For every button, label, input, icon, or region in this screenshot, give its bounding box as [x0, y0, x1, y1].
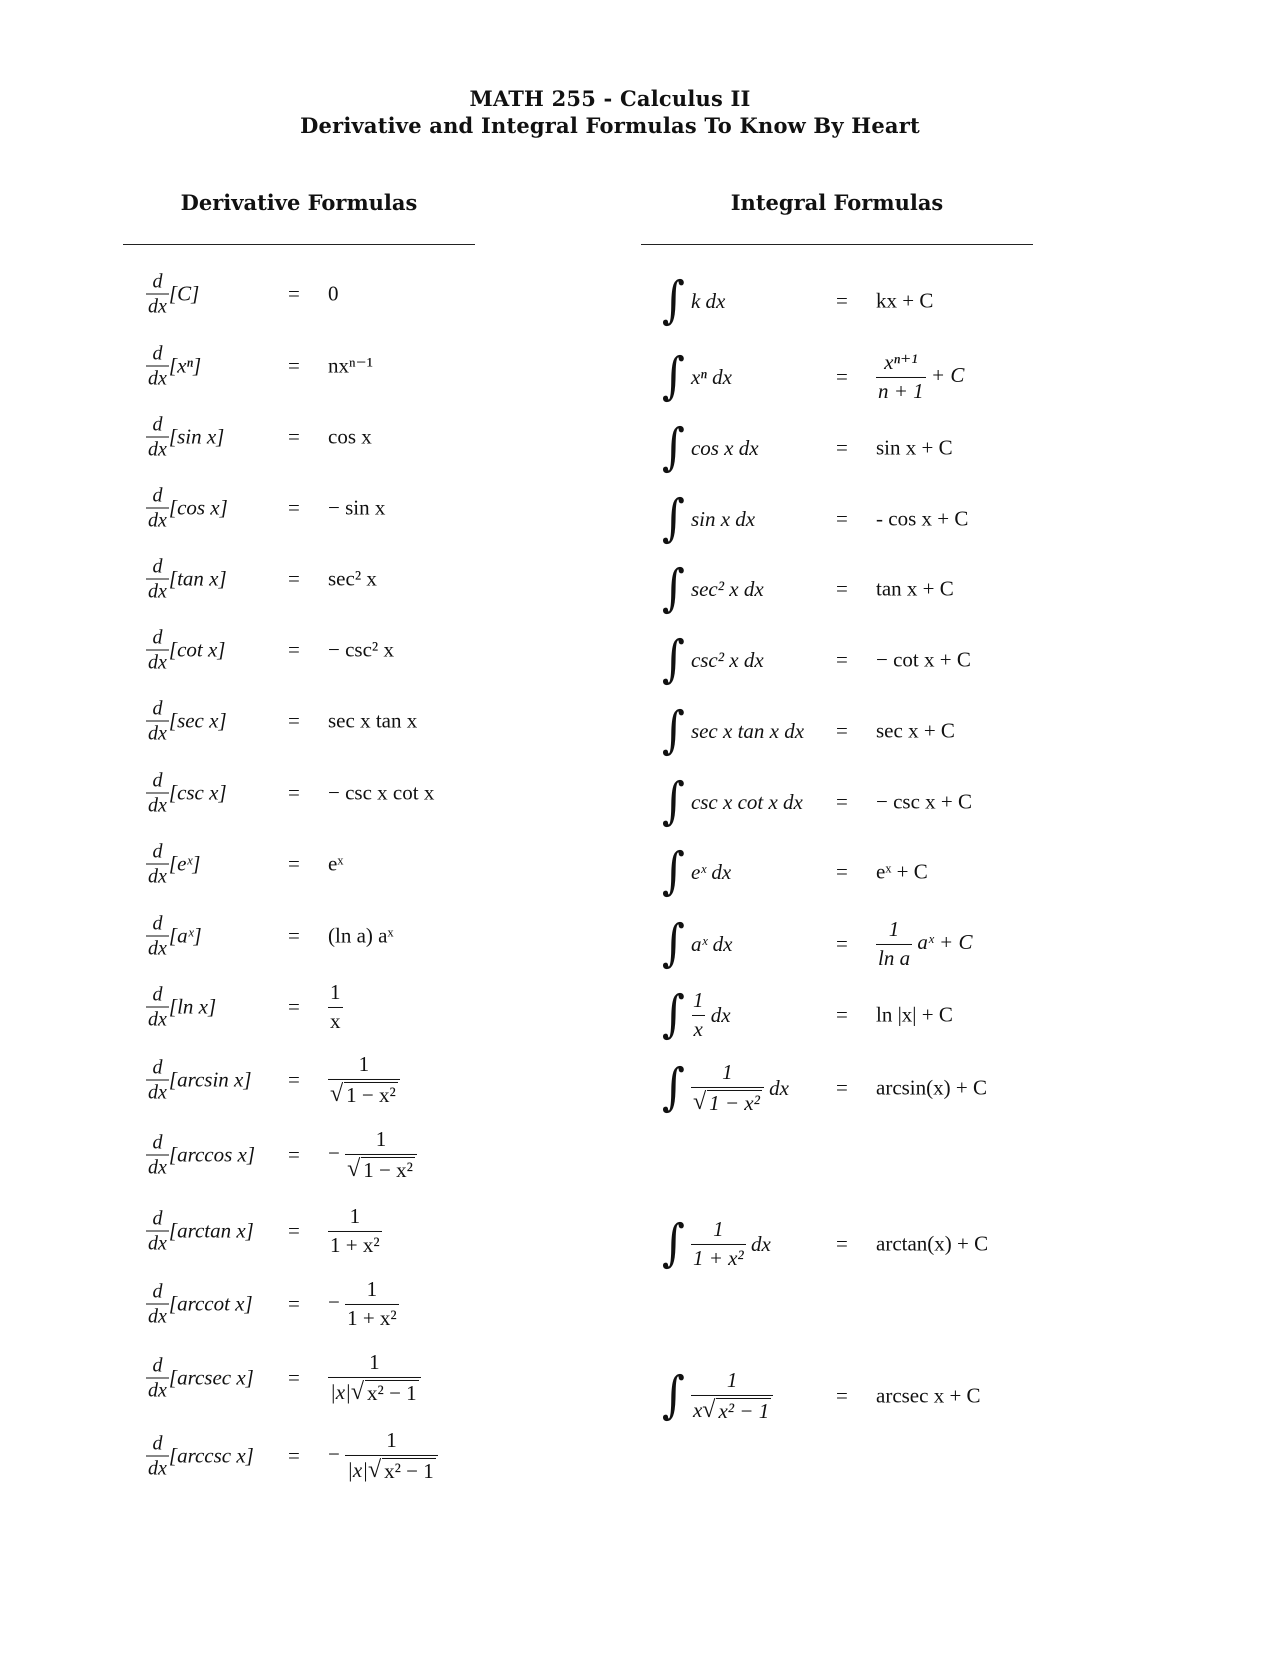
dx-denominator: dx [148, 1457, 167, 1480]
equals-sign: = [836, 859, 848, 884]
d-numerator: d [152, 342, 163, 365]
equals-sign: = [836, 435, 848, 460]
derivative-row [0, 1050, 560, 1110]
derivative-result: nxⁿ⁻¹ [328, 353, 373, 378]
equals-sign: = [288, 424, 300, 449]
dx-denominator: dx [148, 1156, 167, 1179]
dx-denominator: dx [148, 937, 167, 960]
integrand-denominator [691, 1087, 764, 1116]
derivative-result-fraction [328, 1205, 382, 1257]
integral-lhs [662, 489, 756, 548]
integrand-numerator: 1 [692, 987, 704, 1012]
derivative-result-sqrt [368, 1458, 436, 1484]
integral-result-numerator: xⁿ⁺¹ [884, 349, 918, 374]
integral-sign: ∫ [662, 1214, 685, 1273]
equals-sign: = [288, 637, 300, 662]
derivative-function: [arccot x] [168, 1291, 253, 1316]
integral-result: arcsec x + C [876, 1383, 981, 1408]
derivative-row [0, 478, 560, 538]
derivative-result-sqrt [347, 1157, 415, 1183]
result-sign: − [328, 1140, 346, 1165]
derivative-function: [arccos x] [168, 1142, 256, 1167]
d-numerator: d [152, 413, 163, 436]
derivative-result-sqrt [330, 1082, 398, 1108]
derivative-lhs [146, 1208, 254, 1255]
derivative-result-numerator: 1 [366, 1276, 378, 1301]
integral-lhs [662, 842, 732, 901]
derivative-row [0, 549, 560, 609]
integral-result: − csc x + C [876, 789, 973, 814]
result-sign: − [328, 1289, 346, 1314]
derivative-result-sqrt [351, 1380, 419, 1406]
d-dx-operator [146, 913, 169, 960]
integrand: eˣ dx [690, 859, 732, 884]
integral-result: sec x + C [876, 718, 955, 743]
derivative-result-denominator [345, 1455, 438, 1484]
integral-result-fraction [876, 918, 912, 970]
derivative-row [0, 977, 560, 1037]
equals-sign: = [288, 1443, 300, 1468]
equals-sign: = [836, 789, 848, 814]
derivative-row [0, 407, 560, 467]
derivative-lhs [146, 1132, 255, 1179]
integrand: csc² x dx [690, 647, 764, 672]
integral-rule [641, 244, 1033, 245]
derivative-row [0, 1201, 560, 1261]
derivative-result: eˣ [328, 851, 344, 876]
integrand-differential: dx [763, 1075, 789, 1100]
dx-denominator: dx [148, 865, 167, 888]
derivative-function: [sec x] [168, 708, 227, 733]
equals-sign: = [288, 281, 300, 306]
integral-sign: ∫ [662, 418, 685, 477]
derivative-row [0, 834, 560, 894]
integrand-denominator [691, 1395, 773, 1424]
integrand-differential: dx [745, 1231, 771, 1256]
d-numerator: d [152, 484, 163, 507]
integral-lhs [662, 418, 759, 477]
integrand: sec x tan x dx [690, 718, 805, 743]
dx-denominator: dx [148, 367, 167, 390]
derivative-result [328, 1278, 399, 1330]
integral-sign: ∫ [662, 271, 685, 330]
derivative-result-denominator [328, 1079, 400, 1108]
equals-sign: = [288, 1365, 300, 1390]
derivative-result-denominator-prefix: |x| [330, 1379, 351, 1404]
derivative-result [328, 1128, 417, 1182]
dx-denominator: dx [148, 295, 167, 318]
derivative-function: [C] [168, 281, 200, 306]
integral-row [600, 347, 1240, 407]
integrand: sec² x dx [690, 576, 764, 601]
integrand: sin x dx [690, 506, 756, 531]
equals-sign: = [836, 506, 848, 531]
integral-result [876, 918, 972, 970]
sqrt-symbol: √ [367, 1456, 382, 1483]
d-dx-operator [146, 1208, 169, 1255]
derivative-function: [arcsec x] [168, 1365, 254, 1390]
derivative-result-fraction [345, 1429, 438, 1483]
dx-denominator: dx [148, 1232, 167, 1255]
equals-sign: = [288, 923, 300, 948]
derivative-result [328, 1053, 400, 1107]
derivative-result-denominator-prefix: |x| [347, 1457, 368, 1482]
d-dx-operator [146, 770, 169, 817]
derivative-result: sec² x [328, 566, 377, 591]
integrand: cos x dx [690, 435, 759, 460]
integrand-numerator: 1 [726, 1367, 738, 1392]
derivative-row [0, 264, 560, 324]
integral-lhs [662, 347, 732, 406]
derivative-function: [xⁿ] [168, 353, 202, 378]
derivative-lhs [146, 485, 228, 532]
derivative-function: [arccsc x] [168, 1443, 254, 1468]
equals-sign: = [288, 1142, 300, 1167]
integral-row [600, 842, 1240, 902]
sqrt-symbol: √ [702, 1396, 716, 1423]
derivative-rule [123, 244, 475, 245]
sqrt-symbol: √ [347, 1155, 361, 1182]
integrand: k dx [690, 288, 726, 313]
d-numerator: d [152, 1354, 163, 1377]
derivative-result-radicand: x² − 1 [367, 1380, 417, 1405]
integral-row [600, 559, 1240, 619]
derivative-result-denominator: x [330, 1008, 341, 1033]
integrand-radicand: 1 − x² [709, 1090, 760, 1115]
integral-sign: ∫ [662, 1366, 685, 1425]
derivative-function: [aˣ] [168, 923, 202, 948]
sqrt-symbol: √ [330, 1080, 344, 1107]
integral-lhs [662, 630, 764, 689]
derivative-lhs [146, 984, 216, 1031]
dx-denominator: dx [148, 794, 167, 817]
d-dx-operator [146, 698, 169, 745]
d-numerator: d [152, 912, 163, 935]
derivative-result-denominator: 1 + x² [330, 1232, 380, 1257]
equals-sign: = [836, 1075, 848, 1100]
derivative-result-numerator: 1 [369, 1349, 380, 1374]
integrand: aˣ dx [690, 931, 733, 956]
d-dx-operator [146, 343, 169, 390]
d-dx-operator [146, 485, 169, 532]
integral-row [600, 914, 1240, 974]
dx-denominator: dx [148, 580, 167, 603]
derivative-function: [tan x] [168, 566, 227, 591]
integrand-fraction [691, 1218, 746, 1270]
derivative-result-radicand: 1 − x² [346, 1082, 396, 1107]
integral-row [600, 1058, 1240, 1118]
dx-denominator: dx [148, 438, 167, 461]
integrand-fraction [691, 1061, 764, 1115]
d-numerator: d [152, 555, 163, 578]
derivative-lhs [146, 414, 224, 461]
derivative-lhs [146, 556, 227, 603]
d-numerator: d [152, 1432, 163, 1455]
derivative-result [328, 981, 343, 1033]
d-dx-operator [146, 1057, 169, 1104]
integral-result: arcsin(x) + C [876, 1075, 987, 1100]
d-numerator: d [152, 1207, 163, 1230]
derivative-lhs [146, 913, 202, 960]
equals-sign: = [836, 647, 848, 672]
d-numerator: d [152, 270, 163, 293]
equals-sign: = [836, 364, 848, 389]
integral-sign: ∫ [662, 772, 685, 831]
d-dx-operator [146, 1355, 169, 1402]
derivative-result: sec x tan x [328, 708, 418, 733]
integral-row [600, 489, 1240, 549]
derivative-result-numerator: 1 [386, 1427, 397, 1452]
d-numerator: d [152, 840, 163, 863]
derivative-row [0, 691, 560, 751]
derivative-result-numerator: 1 [349, 1203, 361, 1228]
derivative-lhs [146, 1433, 254, 1480]
derivative-result: − csc x cot x [328, 780, 435, 805]
derivative-function: [csc x] [168, 780, 227, 805]
integral-row [600, 701, 1240, 761]
derivative-result-fraction [328, 1351, 421, 1405]
derivative-row [0, 906, 560, 966]
document-title: MATH 255 - Calculus II [469, 86, 751, 111]
dx-denominator: dx [148, 509, 167, 532]
equals-sign: = [288, 1218, 300, 1243]
derivative-result-numerator: 1 [375, 1126, 387, 1151]
integral-sign: ∫ [662, 347, 685, 406]
derivative-lhs [146, 770, 227, 817]
integral-sign: ∫ [662, 701, 685, 760]
integrand-sqrt [693, 1090, 762, 1116]
derivative-result-denominator [345, 1154, 417, 1183]
integral-result: eˣ + C [876, 859, 928, 884]
derivative-result: cos x [328, 424, 372, 449]
derivative-row [0, 336, 560, 396]
equals-sign: = [836, 1231, 848, 1256]
derivative-row [0, 1426, 560, 1486]
derivative-result: (ln a) aˣ [328, 923, 394, 948]
integrand-fraction [691, 989, 706, 1041]
integrand-sqrt [702, 1398, 771, 1424]
integral-sign: ∫ [662, 489, 685, 548]
integral-row [600, 985, 1240, 1045]
equals-sign: = [288, 1291, 300, 1316]
integrand-denominator: x [693, 1016, 703, 1041]
d-numerator: d [152, 1056, 163, 1079]
integral-lhs [662, 772, 803, 831]
derivative-function: [cos x] [168, 495, 228, 520]
integrand-numerator: 1 [713, 1216, 724, 1241]
derivative-function: [sin x] [168, 424, 225, 449]
integral-result-denominator: n + 1 [878, 378, 924, 403]
equals-sign: = [288, 495, 300, 520]
derivative-lhs [146, 1281, 253, 1328]
d-numerator: d [152, 1131, 163, 1154]
d-numerator: d [152, 626, 163, 649]
equals-sign: = [836, 1002, 848, 1027]
integrand-numerator: 1 [722, 1059, 733, 1084]
d-dx-operator [146, 1433, 169, 1480]
derivative-lhs [146, 1057, 252, 1104]
integral-result: kx + C [876, 288, 934, 313]
derivative-row [0, 763, 560, 823]
dx-denominator: dx [148, 1305, 167, 1328]
equals-sign: = [288, 1067, 300, 1092]
d-dx-operator [146, 1281, 169, 1328]
derivative-lhs [146, 271, 199, 318]
derivative-row [0, 1348, 560, 1408]
derivative-result-radicand: x² − 1 [384, 1458, 434, 1483]
derivative-result-fraction [345, 1128, 417, 1182]
d-numerator: d [152, 983, 163, 1006]
derivative-result [328, 1429, 438, 1483]
equals-sign: = [288, 353, 300, 378]
derivative-row [0, 1125, 560, 1185]
derivative-result-denominator [328, 1377, 421, 1406]
d-numerator: d [152, 1280, 163, 1303]
result-suffix: + C [925, 362, 965, 387]
derivative-result [328, 1205, 382, 1257]
integral-result: tan x + C [876, 576, 954, 601]
integrand-denominator-prefix: x [692, 1397, 703, 1422]
integral-row [600, 1366, 1240, 1426]
result-suffix: aˣ + C [912, 929, 973, 954]
equals-sign: = [836, 576, 848, 601]
equals-sign: = [288, 708, 300, 733]
integral-lhs [662, 914, 733, 973]
integral-lhs [662, 271, 726, 330]
derivative-lhs [146, 698, 227, 745]
result-sign: − [328, 1441, 346, 1466]
integrand-radicand: x² − 1 [718, 1398, 770, 1423]
derivative-result-denominator: 1 + x² [347, 1305, 397, 1330]
derivative-function: [cot x] [168, 637, 226, 662]
derivative-result-numerator: 1 [330, 979, 341, 1004]
integral-lhs [662, 985, 731, 1044]
dx-denominator: dx [148, 1008, 167, 1031]
derivative-result: 0 [328, 281, 339, 306]
dx-denominator: dx [148, 722, 167, 745]
integral-lhs [662, 559, 764, 618]
equals-sign: = [288, 851, 300, 876]
d-dx-operator [146, 271, 169, 318]
dx-denominator: dx [148, 651, 167, 674]
integral-row [600, 772, 1240, 832]
derivative-result-fraction [345, 1278, 399, 1330]
integral-heading: Integral Formulas [730, 190, 944, 215]
integral-lhs [662, 701, 805, 760]
integrand-denominator: 1 + x² [692, 1245, 744, 1270]
integral-result: sin x + C [876, 435, 953, 460]
derivative-function: [arcsin x] [168, 1067, 252, 1092]
integrand-fraction [691, 1369, 773, 1423]
derivative-lhs [146, 1355, 254, 1402]
derivative-function: [arctan x] [168, 1218, 254, 1243]
equals-sign: = [288, 994, 300, 1019]
equals-sign: = [836, 288, 848, 313]
integral-lhs [662, 1214, 771, 1273]
derivative-function: [ln x] [168, 994, 217, 1019]
equals-sign: = [288, 566, 300, 591]
integral-result-denominator: ln a [878, 945, 911, 970]
derivative-row [0, 1274, 560, 1334]
integrand: xⁿ dx [690, 364, 732, 389]
integral-lhs [662, 1058, 789, 1117]
integral-result: ln |x| + C [876, 1002, 953, 1027]
integral-result: arctan(x) + C [876, 1231, 989, 1256]
derivative-result [328, 1351, 421, 1405]
integral-row [600, 630, 1240, 690]
d-dx-operator [146, 627, 169, 674]
integral-result [876, 351, 964, 403]
sqrt-symbol: √ [692, 1088, 707, 1115]
integral-result-fraction [876, 351, 926, 403]
integral-result: - cos x + C [876, 506, 969, 531]
integral-sign: ∫ [662, 1058, 685, 1117]
integral-sign: ∫ [662, 842, 685, 901]
d-dx-operator [146, 984, 169, 1031]
derivative-result: − csc² x [328, 637, 394, 662]
derivative-function: [eˣ] [168, 851, 201, 876]
integrand-differential: dx [705, 1002, 731, 1027]
integrand: csc x cot x dx [690, 789, 803, 814]
integral-row [600, 271, 1240, 331]
integral-result-numerator: 1 [888, 916, 900, 941]
derivative-heading: Derivative Formulas [180, 190, 418, 215]
derivative-result-fraction [328, 1053, 400, 1107]
integral-result: − cot x + C [876, 647, 971, 672]
derivative-lhs [146, 343, 201, 390]
equals-sign: = [836, 1383, 848, 1408]
derivative-lhs [146, 841, 200, 888]
equals-sign: = [836, 718, 848, 743]
integral-row [600, 1214, 1240, 1274]
integral-sign: ∫ [662, 559, 685, 618]
d-dx-operator [146, 414, 169, 461]
equals-sign: = [288, 780, 300, 805]
derivative-result-fraction [328, 981, 343, 1033]
integral-sign: ∫ [662, 630, 685, 689]
integral-lhs [662, 1366, 773, 1425]
sqrt-symbol: √ [350, 1378, 365, 1405]
document-subtitle: Derivative and Integral Formulas To Know By Heart [300, 113, 920, 138]
derivative-row [0, 620, 560, 680]
derivative-result: − sin x [328, 495, 386, 520]
d-numerator: d [152, 697, 163, 720]
derivative-result-numerator: 1 [358, 1051, 370, 1076]
integral-sign: ∫ [662, 914, 685, 973]
integral-row [600, 418, 1240, 478]
integral-sign: ∫ [662, 985, 685, 1044]
d-dx-operator [146, 841, 169, 888]
equals-sign: = [836, 931, 848, 956]
d-dx-operator [146, 1132, 169, 1179]
derivative-result-radicand: 1 − x² [363, 1157, 413, 1182]
derivative-lhs [146, 627, 225, 674]
dx-denominator: dx [148, 1379, 167, 1402]
d-dx-operator [146, 556, 169, 603]
dx-denominator: dx [148, 1081, 167, 1104]
d-numerator: d [152, 769, 163, 792]
